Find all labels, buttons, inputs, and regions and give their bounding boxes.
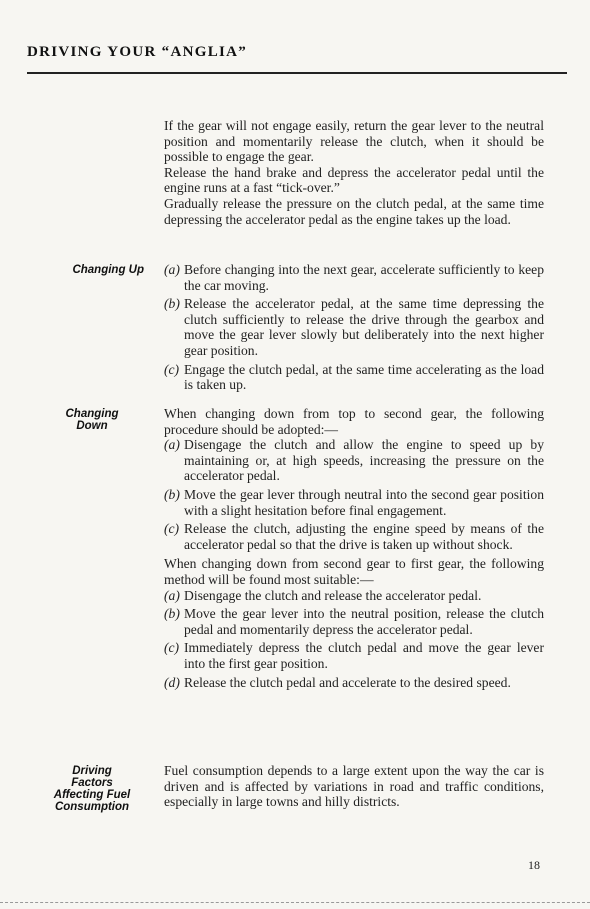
- item-label: (b): [164, 606, 180, 622]
- item-label: (b): [164, 296, 180, 312]
- item-label: (a): [164, 587, 180, 603]
- list-item: [164, 675, 544, 691]
- side-heading-line: Driving: [72, 765, 112, 777]
- item-text: Release the clutch pedal and accelerate to the desired speed.: [184, 674, 511, 690]
- item-text: Release the clutch, adjusting the engine speed by means of the accelerator pedal so that the drive is taken up without shock.: [184, 521, 544, 552]
- intro-paragraph: Gradually release the pressure on the clutch pedal, at the same time depressing the accelerator pedal as the engine takes up the load.: [164, 195, 544, 227]
- item-text: Immediately depress the clutch pedal and move the gear lever into the first gear position.: [184, 640, 544, 671]
- item-text: Move the gear lever through neutral into the second gear position with a slight hesitation before final engagement.: [184, 486, 544, 518]
- intro-paragraph: If the gear will not engage easily, return the gear lever to the neutral position and momentarily release the clutch, when it should be possible to engage the gear.: [164, 118, 544, 165]
- item-label: (c): [164, 640, 180, 656]
- side-heading-changing-down: [40, 408, 144, 432]
- item-label: (b): [164, 486, 180, 502]
- item-label: (a): [164, 262, 180, 277]
- item-label: (c): [164, 361, 180, 377]
- list-item: [164, 437, 544, 484]
- page-number: 18: [528, 858, 540, 872]
- list-item: [164, 296, 544, 358]
- fuel-consumption-body: [164, 763, 544, 810]
- side-heading-line: Factors: [71, 777, 113, 789]
- list-item: [164, 487, 544, 518]
- side-heading-fuel-consumption: [40, 765, 144, 813]
- item-text: Release the accelerator pedal, at the same time depressing the clutch sufficiently to release the drive through the gearbox and move the gear lever slowly but deliberately into the next higher gear position.: [184, 296, 544, 358]
- side-heading-line: Consumption: [54, 801, 130, 813]
- item-label: (c): [164, 521, 180, 537]
- side-heading-line: Affecting Fuel: [53, 789, 131, 801]
- list-item: [164, 588, 544, 604]
- item-text: Engage the clutch pedal, at the same time accelerating as the load is taken up.: [184, 361, 544, 393]
- item-label: (d): [164, 674, 180, 690]
- item-text: Disengage the clutch and release the accelerator pedal.: [184, 587, 482, 603]
- intro-body: [164, 118, 544, 227]
- header-rule: [27, 72, 567, 74]
- item-text: Move the gear lever into the neutral position, release the clutch pedal and momentarily depress the accelerator pedal.: [184, 606, 544, 637]
- side-heading-changing-up: Changing Up: [72, 264, 144, 276]
- side-heading-line: Down: [76, 420, 108, 432]
- list-item: [164, 606, 544, 637]
- item-text: Before changing into the next gear, accelerate sufficiently to keep the car moving.: [184, 262, 544, 293]
- list-item: [164, 262, 544, 293]
- list-item: [164, 640, 544, 671]
- item-label: (a): [164, 437, 180, 453]
- changing-down-body: [164, 406, 544, 690]
- item-text: Disengage the clutch and allow the engine to speed up by maintaining or, at high speeds, increasing the pressure on the accelerator pedal.: [184, 437, 544, 484]
- page-bottom-edge: [0, 902, 590, 903]
- list-item: [164, 521, 544, 552]
- list-item: [164, 362, 544, 393]
- changing-up-body: [164, 262, 544, 393]
- running-header: DRIVING YOUR “ANGLIA”: [27, 44, 248, 60]
- fuel-consumption-paragraph: Fuel consumption depends to a large extent upon the way the car is driven and is affected by variations in road and traffic conditions, especially in large towns and hilly districts.: [164, 763, 544, 810]
- changing-down-intro: When changing down from second gear to first gear, the following method will be found most suitable:—: [164, 556, 544, 587]
- side-heading-line: Changing: [65, 408, 119, 420]
- changing-down-intro: When changing down from top to second gear, the following procedure should be adopted:—: [164, 406, 544, 437]
- intro-paragraph: Release the hand brake and depress the accelerator pedal until the engine runs at a fast “tick-over.”: [164, 164, 544, 196]
